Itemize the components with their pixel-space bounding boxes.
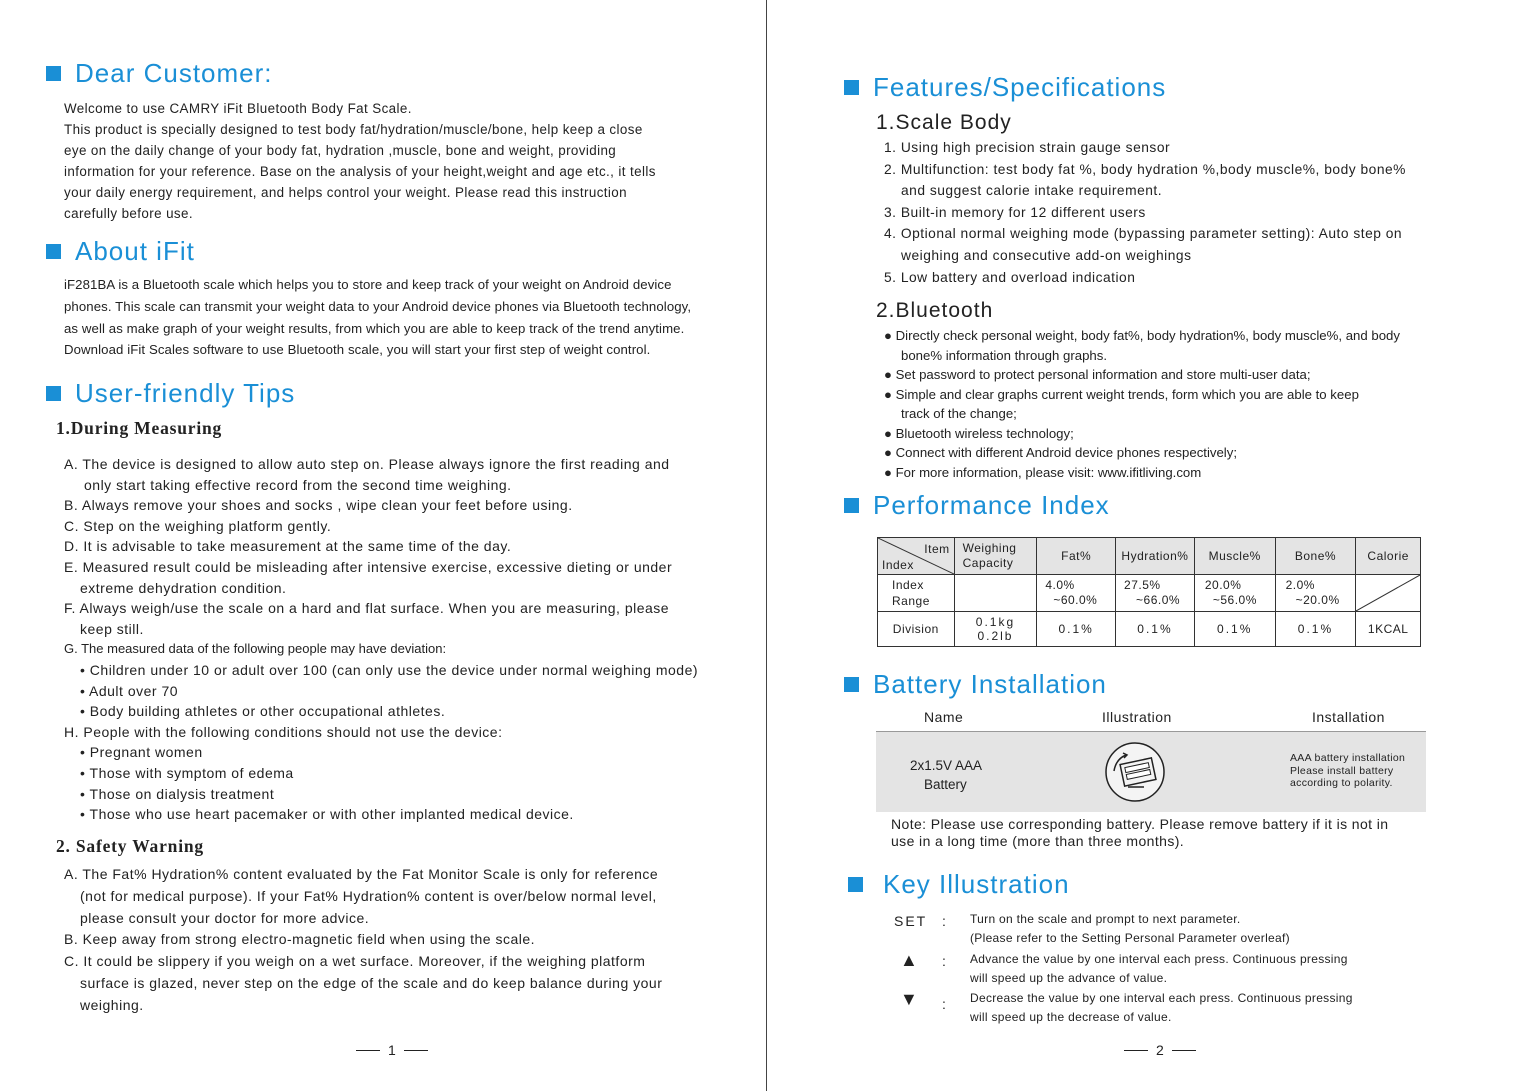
section-dear-customer [46,58,273,89]
text-line: Download iFit Scales software to use Bluetooth scale, you will start your first step of weight control. [64,342,651,358]
table-row-label: Division [878,612,955,647]
corner-item-label: Item [924,542,950,556]
install-line: AAA battery installation [1290,752,1406,764]
key-description [970,910,1290,948]
battery-install-text [1290,752,1405,790]
install-line: Please install battery [1290,764,1394,777]
list-item: ● Bluetooth wireless technology; [884,425,1074,441]
table-cell-empty [1356,575,1421,612]
text-line: phones. This scale can transmit your weight data to your Android device phones via Bluetooth technology, [64,298,692,314]
section-features [844,72,1166,103]
table-cell [954,612,1037,647]
install-line: according to polarity. [1290,777,1393,789]
list-item: F. Always weigh/use the scale on a hard and flat surface. When you are measuring, please [64,600,670,617]
safety-warning-heading: 2. Safety Warning [56,836,204,856]
up-arrow-icon: ▲ [900,950,919,970]
key-desc-line: will speed up the decrease of value. [970,1010,1172,1024]
range-max: ~66.0% [1136,593,1181,607]
corner-index-label: Index [882,558,914,572]
battery-col-illustration: Illustration [1102,709,1172,725]
list-item: please consult your doctor for more advice. [80,909,370,926]
text-line: Welcome to use CAMRY iFit Bluetooth Body Fat Scale. [64,101,412,116]
key-colon: : [942,913,947,929]
table-header: Weighing Capacity [954,538,1037,575]
about-ifit-text [64,274,691,361]
list-item: surface is glazed, never step on the edge of the scale and do keep balance during your [80,974,663,991]
page-number-text: 1 [388,1042,396,1058]
table-corner-cell [878,538,955,575]
section-square-icon [844,677,859,692]
list-item: ● Set password to protect personal information and store multi-user data; [884,367,1311,382]
section-performance-index [844,490,1110,521]
table-cell [1037,575,1116,612]
page-divider [766,0,767,1091]
list-item: ● Directly check personal weight, body fat%, body hydration%, body muscle%, and body [884,328,1400,343]
set-key-label: SET [894,913,928,929]
list-item: extreme dehydration condition. [80,579,287,596]
during-measuring-heading: 1.During Measuring [56,418,223,438]
battery-table [876,703,1426,812]
table-header: Bone% [1275,538,1356,575]
battery-note [891,816,1388,850]
list-item: 5. Low battery and overload indication [884,269,1136,285]
list-item: • Those with symptom of edema [80,764,294,781]
battery-compartment-icon [1104,741,1166,803]
battery-col-installation: Installation [1312,709,1385,725]
battery-col-name: Name [924,709,964,725]
key-colon: : [942,996,947,1012]
section-title: Performance Index [873,490,1110,520]
table-cell-empty [954,575,1037,612]
table-cell: 0.1% [1037,612,1116,647]
section-square-icon [848,877,863,892]
list-item: C. It could be slippery if you weigh on a wet surface. Moreover, if the weighing platform [64,953,646,970]
page-number-rule [404,1050,428,1051]
list-item: • Children under 10 or adult over 100 (can only use the device under normal weighing mode) [80,661,699,678]
page-number-rule [1172,1050,1196,1051]
table-cell [1116,575,1195,612]
text-line: information for your reference. Base on the analysis of your height,weight and age etc., it tells [64,164,656,179]
table-header-row [878,538,1421,575]
page-2 [768,0,1534,1091]
section-square-icon [844,498,859,513]
list-item: track of the change; [901,406,1017,421]
list-item: and suggest calorie intake requirement. [901,183,1163,199]
list-item: • Those who use heart pacemaker or with other implanted medical device. [80,806,574,823]
list-item: (not for medical purpose). If your Fat% Hydration% content is over/below normal level, [80,887,657,904]
text-line: carefully before use. [64,206,193,221]
table-header: Hydration% [1116,538,1195,575]
section-square-icon [46,386,61,401]
table-cell: 1KCAL [1356,612,1421,647]
range-min: 20.0% [1204,578,1242,592]
list-item: • Pregnant women [80,744,203,761]
division-lb: 0.2lb [977,629,1014,643]
table-cell [1275,575,1356,612]
bluetooth-heading: 2.Bluetooth [876,299,994,322]
battery-header-row [876,703,1426,732]
list-item: 4. Optional normal weighing mode (bypassing parameter setting): Auto step on [884,226,1403,242]
list-item: weighing and consecutive add-on weighings [901,247,1192,263]
page-number-text: 2 [1156,1042,1164,1058]
during-measuring-list [64,454,698,825]
key-description [970,950,1348,988]
section-title: Dear Customer: [75,58,273,88]
list-item: B. Keep away from strong electro-magnetic field when using the scale. [64,931,536,948]
note-line: use in a long time (more than three months). [891,833,1185,849]
list-item: H. People with the following conditions should not use the device: [64,723,503,740]
section-square-icon [844,80,859,95]
text-line: eye on the daily change of your body fat, hydration ,muscle, bone and weight, providing [64,143,617,158]
table-row [878,575,1421,612]
key-desc-line: will speed up the advance of value. [970,971,1168,985]
section-title: About iFit [75,236,195,266]
section-about-ifit [46,236,195,267]
range-max: ~56.0% [1212,593,1257,607]
list-item: 1. Using high precision strain gauge sensor [884,140,1171,155]
list-item: C. Step on the weighing platform gently. [64,517,332,534]
list-item: only start taking effective record from the second time weighing. [84,476,512,493]
key-colon: : [942,953,947,969]
list-item: A. The device is designed to allow auto step on. Please always ignore the first reading and [64,456,670,472]
scale-body-heading: 1.Scale Body [876,111,1012,134]
down-arrow-icon: ▼ [900,989,919,1009]
key-desc-line: Advance the value by one interval each press. Continuous pressing [970,952,1348,966]
table-cell: 0.1% [1194,612,1275,647]
table-row [878,612,1421,647]
table-row-label: Index Range [878,575,955,612]
text-line: iF281BA is a Bluetooth scale which helps you to store and keep track of your weight on Android device [64,277,672,292]
battery-row [876,732,1426,812]
range-min: 27.5% [1124,578,1161,592]
key-description [970,989,1353,1027]
dear-customer-text [64,98,656,224]
section-title: User-friendly Tips [75,378,296,408]
range-max: ~60.0% [1053,593,1098,607]
list-item: • Body building athletes or other occupational athletes. [80,703,446,720]
list-item: 2. Multifunction: test body fat %, body hydration %,body muscle%, body bone% [884,161,1406,177]
section-user-friendly-tips [46,378,295,409]
list-item: • Those on dialysis treatment [80,785,275,802]
section-square-icon [46,244,61,259]
table-header: Calorie [1356,538,1421,575]
table-cell [1194,575,1275,612]
list-item: A. The Fat% Hydration% content evaluated by the Fat Monitor Scale is only for reference [64,866,659,882]
page-1 [0,0,766,1091]
range-max: ~20.0% [1295,593,1340,607]
list-item: E. Measured result could be misleading after intensive exercise, excessive dieting or under [64,558,673,575]
table-header: Fat% [1037,538,1116,575]
section-key-illustration [848,869,1070,900]
division-kg: 0.1kg [975,615,1016,629]
key-desc-line: Decrease the value by one interval each press. Continuous pressing [970,991,1353,1005]
list-item: G. The measured data of the following people may have deviation: [64,641,447,657]
list-item: keep still. [80,620,144,637]
list-item: B. Always remove your shoes and socks , wipe clean your feet before using. [64,497,573,514]
list-item: ● For more information, please visit: www.ifitliving.com [884,464,1202,480]
list-item: D. It is advisable to take measurement at the same time of the day. [64,538,512,555]
performance-table [877,537,1421,647]
key-desc-line: (Please refer to the Setting Personal Parameter overleaf) [970,931,1290,945]
list-item: • Adult over 70 [80,682,179,699]
key-desc-line: Turn on the scale and prompt to next parameter. [970,912,1241,926]
section-title: Battery Installation [873,669,1107,699]
battery-name [910,756,982,794]
page-number-rule [356,1050,380,1051]
table-header: Muscle% [1194,538,1275,575]
list-item: 3. Built-in memory for 12 different users [884,204,1146,220]
section-battery-installation [844,669,1107,700]
list-item: weighing. [80,996,144,1013]
scale-body-list [884,137,1406,288]
battery-name-line: 2x1.5V AAA [910,758,983,773]
list-item: ● Simple and clear graphs current weight trends, form which you are able to keep [884,386,1359,402]
bluetooth-list [884,326,1400,482]
section-square-icon [46,66,61,81]
safety-warning-list [64,864,662,1017]
note-line: Note: Please use corresponding battery. Please remove battery if it is not in [891,816,1389,832]
table-cell: 0.1% [1116,612,1195,647]
list-item: ● Connect with different Android device phones respectively; [884,445,1237,460]
section-title: Features/Specifications [873,72,1167,102]
range-min: 4.0% [1045,578,1075,592]
page-number-rule [1124,1050,1148,1051]
page-number [1116,1042,1204,1058]
page-number [348,1042,436,1058]
section-title: Key Illustration [883,869,1070,899]
list-item: bone% information through graphs. [901,347,1108,363]
diagonal-line [1356,575,1420,611]
text-line: as well as make graph of your weight results, from which you are able to keep track of the trend anytime. [64,320,685,336]
battery-name-line: Battery [924,777,967,792]
range-min: 2.0% [1285,578,1315,592]
table-cell: 0.1% [1275,612,1356,647]
text-line: your daily energy requirement, and helps control your weight. Please read this instruction [64,185,627,200]
text-line: This product is specially designed to test body fat/hydration/muscle/bone, help keep a close [64,122,643,137]
